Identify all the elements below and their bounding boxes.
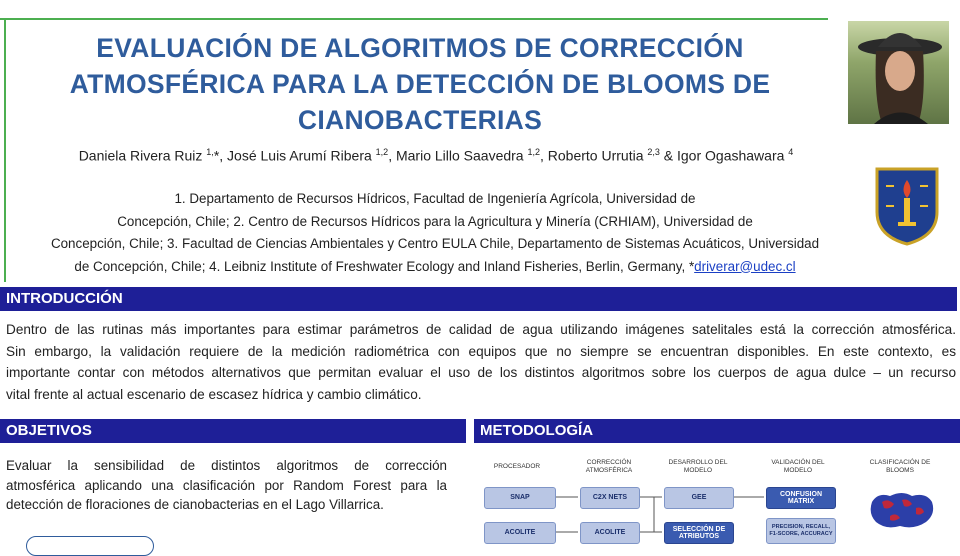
title-line-2: ATMOSFÉRICA PARA LA DETECCIÓN DE BLOOMS DE [69, 69, 771, 99]
diagram-col-correccion: CORRECCIÓN ATMOSFÉRICA [585, 459, 633, 474]
objectives-paragraph [6, 456, 447, 515]
diagram-col-clasificacion: CLASIFICACIÓN DE BLOOMS [869, 459, 931, 474]
author-3: , Mario Lillo Saavedra [388, 147, 528, 164]
methodology-diagram [478, 454, 960, 540]
diagram-col-procesador: PROCESADOR [493, 463, 541, 470]
box-snap: SNAP [484, 487, 556, 509]
affiliation-line-4-text: de Concepción, Chile; 4. Leibniz Institute of Freshwater Ecology and Inland Fisheries, Berlin, Germany, * [74, 258, 695, 274]
box-acolite-1: ACOLITE [484, 522, 556, 544]
intro-line-3: importante contar con métodos alternativos que permitan evaluar el uso de los distintos algoritmos sobre los cuerpos de agua dulce – un recurso [6, 365, 956, 380]
affiliation-line-4 [20, 256, 850, 279]
methodology-heading-bar [474, 419, 960, 443]
header-frame-top-rule [0, 18, 828, 20]
author-list [0, 147, 872, 164]
affiliation-line-2: Concepción, Chile; 2. Centro de Recursos Hídricos para la Agricultura y Minería (CRHIAM), Universidad de [117, 213, 753, 229]
bloom-map-image [868, 488, 938, 532]
objectives-line-3: detección de floraciones de cianobacterias en el Lago Villarrica. [6, 497, 384, 512]
objectives-line-2: atmosférica aplicando una clasificación por Random Forest para la [6, 477, 447, 493]
box-precision-recall: PRECISION, RECALL, F1-SCORE, ACCURACY [766, 518, 836, 544]
diagram-col-validacion: VALIDACIÓN DEL MODELO [771, 459, 825, 474]
box-acolite-2: ACOLITE [580, 522, 640, 544]
intro-paragraph [6, 319, 956, 405]
title-line-1: EVALUACIÓN DE ALGORITMOS DE CORRECCIÓN [96, 33, 744, 63]
intro-heading: INTRODUCCIÓN [6, 290, 123, 307]
author-2-sup: 1,2 [375, 147, 389, 157]
objectives-pill-outline [26, 536, 154, 556]
author-2: *, José Luis Arumí Ribera [213, 147, 376, 164]
author-photo [848, 21, 949, 124]
objectives-heading-bar [0, 419, 466, 443]
intro-line-1: Dentro de las rutinas más importantes para estimar parámetros de calidad de agua utilizando imágenes satelitales está la corrección atmosférica. [6, 322, 956, 337]
box-seleccion-atributos: SELECCIÓN DE ATRIBUTOS [664, 522, 734, 544]
email-link[interactable]: driverar@udec.cl [694, 258, 796, 274]
intro-line-2: Sin embargo, la validación requiere de la medición radiométrica con equipos que no siempre se encuentran disponibles. En este contexto, es [6, 343, 956, 359]
diagram-col-desarrollo: DESARROLLO DEL MODELO [668, 459, 728, 474]
author-4-sup: 2,3 [647, 147, 660, 157]
objectives-heading: OBJETIVOS [6, 422, 92, 439]
author-5: & Igor Ogashawara [659, 147, 789, 164]
title-line-3: CIANOBACTERIAS [297, 105, 543, 135]
author-1-sup: 1, [206, 147, 214, 157]
intro-heading-bar [0, 287, 957, 311]
box-gee: GEE [664, 487, 734, 509]
affiliation-line-3: Concepción, Chile; 3. Facultad de Ciencias Ambientales y Centro EULA Chile, Departamento de Sistemas Acuáticos, Universidad [50, 236, 820, 251]
author-4: , Roberto Urrutia [540, 147, 648, 164]
affiliations [20, 188, 850, 278]
methodology-heading: METODOLOGÍA [480, 422, 594, 439]
author-3-sup: 1,2 [527, 147, 540, 157]
affiliation-line-1: 1. Departamento de Recursos Hídricos, Facultad de Ingeniería Agrícola, Universidad de [174, 191, 696, 206]
intro-line-4: vital frente al actual escenario de escasez hídrica y cambio climático. [6, 386, 422, 402]
box-c2x-nets: C2X NETS [580, 487, 640, 509]
poster-title [14, 30, 826, 138]
university-crest-logo [874, 166, 940, 246]
author-5-sup: 4 [788, 147, 794, 157]
objectives-line-1: Evaluar la sensibilidad de distintos algoritmos de corrección [6, 458, 447, 473]
box-confusion-matrix: CONFUSION MATRIX [766, 487, 836, 509]
author-1: Daniela Rivera Ruiz [78, 147, 207, 164]
